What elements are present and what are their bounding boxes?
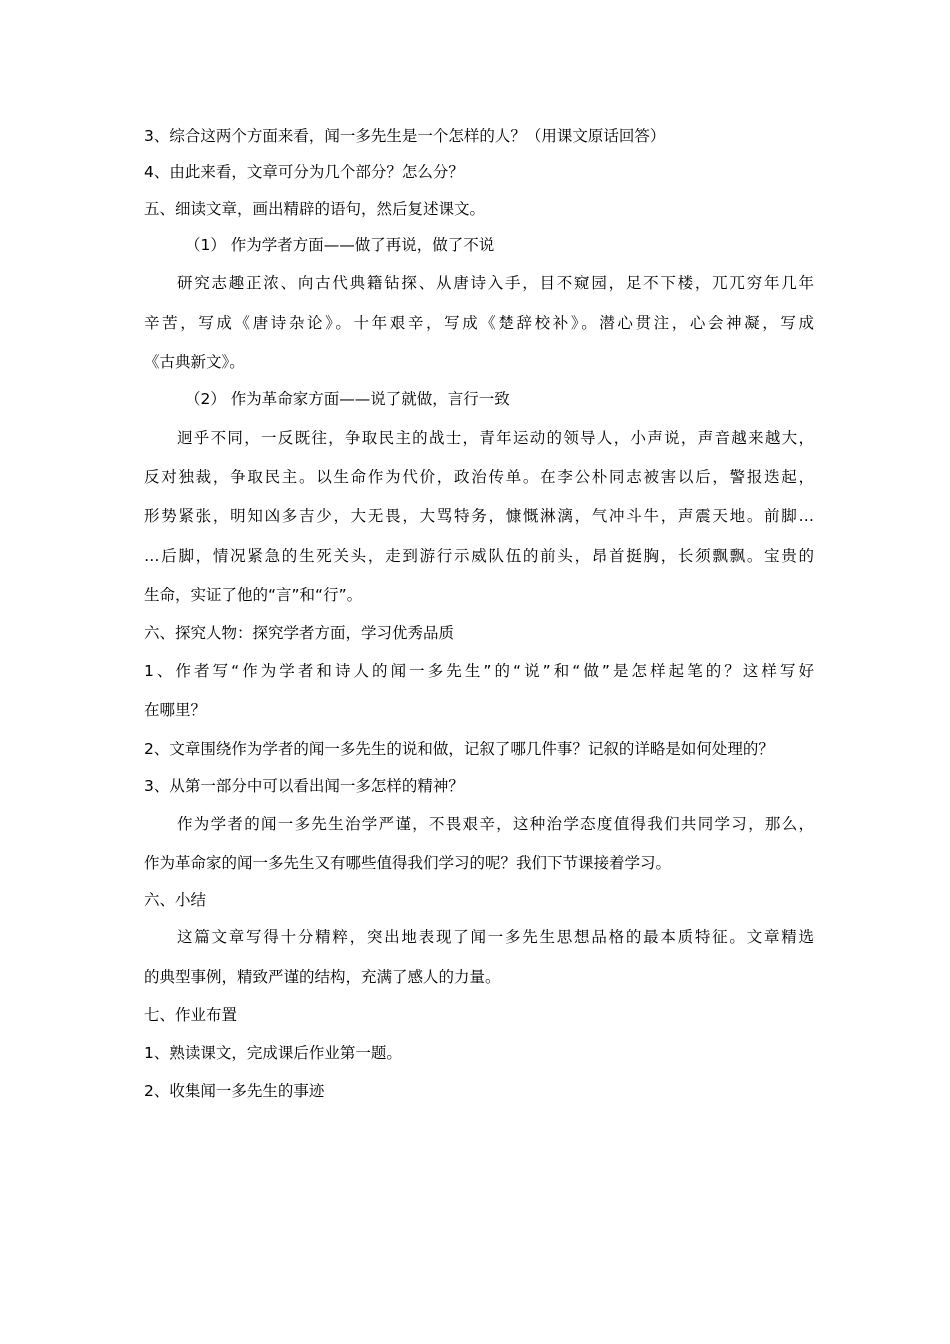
answer-line-2: 作为革命家的闻一多先生又有哪些值得我们学习的呢？我们下节课接着学习。	[144, 854, 672, 872]
question-6-1-line-1: 1、作者写“作为学者和诗人的闻一多先生”的“说”和“做”是怎样起笔的？这样写好	[144, 662, 814, 680]
section-5-heading: 五、细读文章，画出精辟的语句，然后复述课文。	[144, 200, 486, 218]
summary-line-2: 的典型事例，精致严谨的结构，充满了感人的力量。	[144, 968, 501, 986]
homework-heading: 七、作业布置	[144, 1006, 238, 1024]
answer-line-1: 作为学者的闻一多先生治学严谨，不畏艰辛，这种治学态度值得我们共同学习，那么，	[177, 815, 814, 833]
homework-item-2: 2、收集闻一多先生的事迹	[144, 1082, 325, 1100]
scholar-text-line-3: 《古典新文》。	[144, 353, 245, 371]
revolutionary-text-line-3: 形势紧张，明知凶多吉少，大无畏，大骂特务，慷慨淋漓，气冲斗牛，声震天地。前脚…	[144, 507, 814, 525]
question-4: 4、由此来看，文章可分为几个部分？怎么分？	[144, 163, 464, 181]
question-3: 3、综合这两个方面来看，闻一多先生是一个怎样的人？（用课文原话回答）	[144, 127, 666, 145]
revolutionary-text-line-4: …后脚，情况紧急的生死关头，走到游行示威队伍的前头，昂首挺胸，长须飘飘。宝贵的	[144, 547, 814, 565]
scholar-text-line-2: 辛苦，写成《唐诗杂论》。十年艰辛，写成《楚辞校补》。潜心贯注，心会神凝，写成	[144, 314, 814, 332]
section-6-heading: 六、探究人物：探究学者方面，学习优秀品质	[144, 624, 455, 642]
scholar-text-line-1: 研究志趣正浓、向古代典籍钻探、从唐诗入手，目不窥园，足不下楼，兀兀穷年几年	[177, 274, 814, 292]
summary-heading: 六、小结	[144, 891, 207, 909]
revolutionary-text-line-2: 反对独裁，争取民主。以生命作为代价，政治传单。在李公朴同志被害以后，警报迭起，	[144, 468, 814, 486]
revolutionary-text-line-5: 生命，实证了他的“言”和“行”。	[144, 586, 363, 604]
homework-item-1: 1、熟读课文，完成课后作业第一题。	[144, 1044, 402, 1062]
question-6-3: 3、从第一部分中可以看出闻一多怎样的精神？	[144, 777, 464, 795]
revolutionary-text-line-1: 迥乎不同，一反既往，争取民主的战士，青年运动的领导人，小声说，声音越来越大，	[177, 429, 814, 447]
subsection-scholar: （1） 作为学者方面——做了再说，做了不说	[185, 236, 495, 254]
summary-line-1: 这篇文章写得十分精粹，突出地表现了闻一多先生思想品格的最本质特征。文章精选	[177, 928, 814, 946]
question-6-2: 2、文章围绕作为学者的闻一多先生的说和做，记叙了哪几件事？记叙的详略是如何处理的？	[144, 740, 774, 758]
subsection-revolutionary: （2） 作为革命家方面——说了就做，言行一致	[185, 390, 510, 408]
question-6-1-line-2: 在哪里？	[144, 701, 207, 719]
